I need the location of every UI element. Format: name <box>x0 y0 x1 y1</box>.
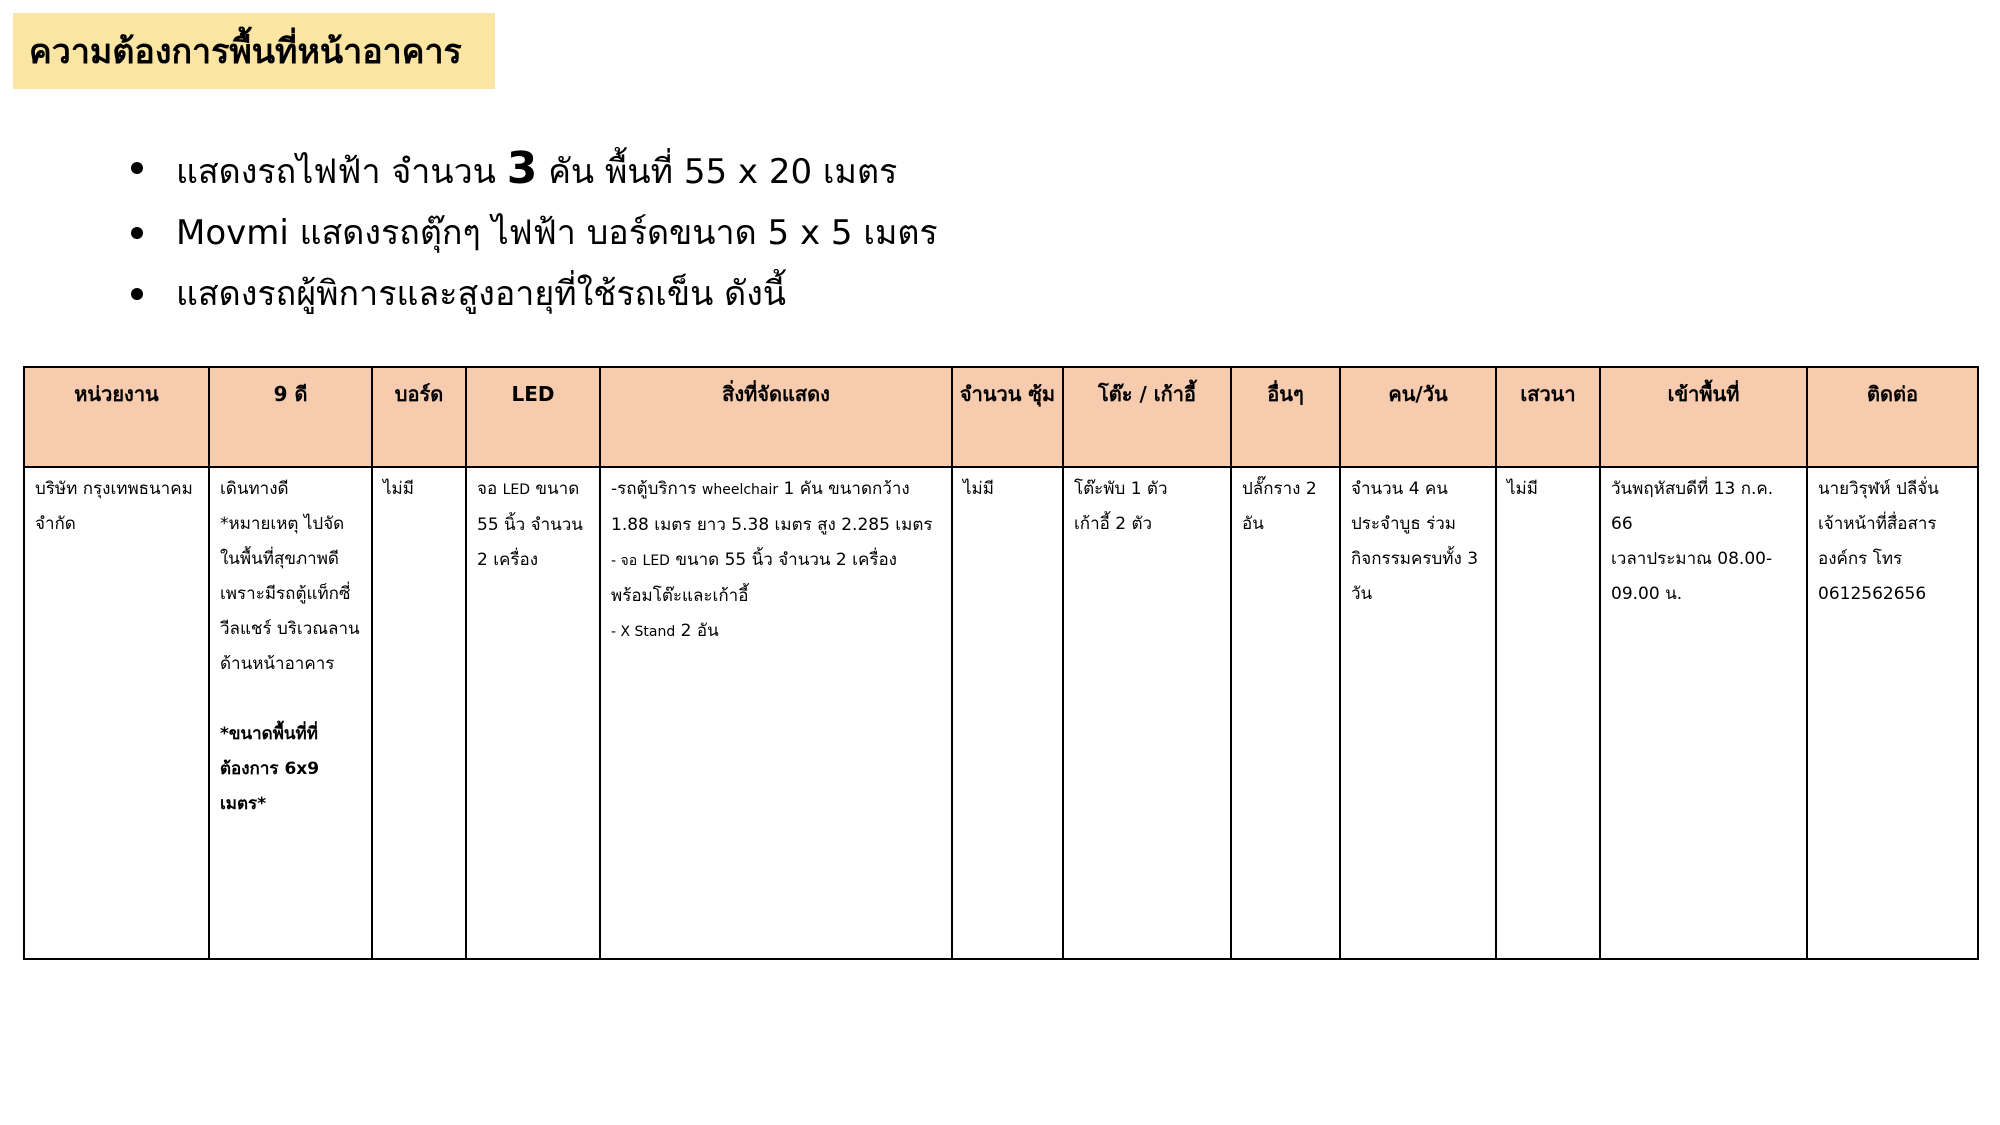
bullet-dot-icon <box>131 162 143 174</box>
cell-text: *หมายเหตุ ไปจัดในพื้นที่สุขภาพดี เพราะมีรถตู้แท็กซี่วีลแชร์ บริเวณลานด้านหน้าอาคาร <box>220 514 360 674</box>
bullet-item <box>128 203 938 264</box>
cell-text: ปลั๊กราง 2 อัน <box>1242 479 1317 534</box>
exhibit-line <box>611 614 943 650</box>
bullet-number: 3 <box>506 143 538 194</box>
cell-text: เจ้าหน้าที่สื่อสารองค์กร โทร 0612562656 <box>1818 514 1937 604</box>
cell-booths <box>952 467 1063 959</box>
cell-9d <box>209 467 372 959</box>
cell-text: เวลาประมาณ 08.00-09.00 น. <box>1611 549 1773 604</box>
header-people: คน/วัน <box>1340 367 1496 467</box>
cell-contact <box>1807 467 1978 959</box>
cell-text: วันพฤหัสบดีที่ 13 ก.ค. 66 <box>1611 479 1774 534</box>
bullet-item <box>128 138 938 203</box>
header-exhibit: สิ่งที่จัดแสดง <box>600 367 952 467</box>
cell-text: เก้าอี้ 2 ตัว <box>1074 514 1153 534</box>
cell-text: ไม่มี <box>383 479 414 499</box>
cell-text: บริษัท กรุงเทพธนาคม จำกัด <box>35 479 193 534</box>
cell-text: ขนาด 55 นิ้ว จำนวน 2 เครื่อง พร้อมโต๊ะและเก้าอี้ <box>611 550 897 606</box>
table-row <box>24 467 1978 959</box>
bullet-text: แสดงรถไฟฟ้า จำนวน <box>176 152 496 192</box>
booth-table <box>23 366 1979 960</box>
header-agency: หน่วยงาน <box>24 367 209 467</box>
header-entry: เข้าพื้นที่ <box>1600 367 1807 467</box>
cell-text: -รถตู้บริการ <box>611 479 697 499</box>
cell-text: ไม่มี <box>1507 479 1538 499</box>
bullet-text: คัน พื้นที่ 55 x 20 เมตร <box>548 152 898 192</box>
cell-text: wheelchair <box>701 482 779 498</box>
cell-people <box>1340 467 1496 959</box>
cell-spacer <box>220 682 363 717</box>
cell-text: - X Stand <box>611 624 676 640</box>
cell-entry <box>1600 467 1807 959</box>
cell-text: - จอ <box>611 553 638 569</box>
cell-tables-chairs <box>1063 467 1231 959</box>
header-tables-chairs: โต๊ะ / เก้าอี้ <box>1063 367 1231 467</box>
table-header-row <box>24 367 1978 467</box>
cell-agency <box>24 467 209 959</box>
bullet-dot-icon <box>131 288 143 300</box>
cell-led <box>466 467 600 959</box>
cell-other <box>1231 467 1340 959</box>
cell-text: LED <box>642 553 670 569</box>
bullet-list <box>128 138 938 325</box>
header-other: อื่นๆ <box>1231 367 1340 467</box>
cell-text: นายวิรุฬห์ ปลีจั่น <box>1818 479 1939 499</box>
header-contact: ติดต่อ <box>1807 367 1978 467</box>
cell-text: 1 คัน ขนาดกว้าง 1.88 เมตร ยาว 5.38 เมตร สูง 2.285 เมตร <box>611 479 933 535</box>
cell-seminar <box>1496 467 1600 959</box>
bullet-text: แสดงรถผู้พิการและสูงอายุที่ใช้รถเข็น ดังนี้ <box>176 274 787 314</box>
header-seminar: เสวนา <box>1496 367 1600 467</box>
exhibit-line <box>611 472 943 543</box>
cell-text: เดินทางดี <box>220 479 289 499</box>
header-board: บอร์ด <box>372 367 466 467</box>
cell-text: จอ <box>477 479 498 499</box>
header-9d: 9 ดี <box>209 367 372 467</box>
bullet-text: Movmi แสดงรถตุ๊กๆ ไฟฟ้า บอร์ดขนาด 5 x 5 เมตร <box>176 213 938 253</box>
page-title: ความต้องการพื้นที่หน้าอาคาร <box>29 32 462 72</box>
cell-text: ไม่มี <box>963 479 994 499</box>
bullet-dot-icon <box>131 227 143 239</box>
cell-text: จำนวน 4 คน ประจำบูธ ร่วมกิจกรรมครบทั้ง 3 วัน <box>1351 479 1479 604</box>
cell-text: 2 อัน <box>680 621 719 641</box>
header-led: LED <box>466 367 600 467</box>
cell-text: LED <box>502 482 531 498</box>
cell-text: ขนาด 55 นิ้ว จำนวน 2 เครื่อง <box>477 479 583 570</box>
cell-text: โต๊ะพับ 1 ตัว <box>1074 479 1168 499</box>
bullet-item <box>128 264 938 325</box>
cell-exhibit <box>600 467 952 959</box>
exhibit-line <box>611 543 943 614</box>
header-booths: จำนวน ซุ้ม <box>952 367 1063 467</box>
cell-board <box>372 467 466 959</box>
title-box <box>13 13 495 89</box>
cell-note-bold: *ขนาดพื้นที่ที่ต้องการ 6x9 เมตร* <box>220 724 320 814</box>
